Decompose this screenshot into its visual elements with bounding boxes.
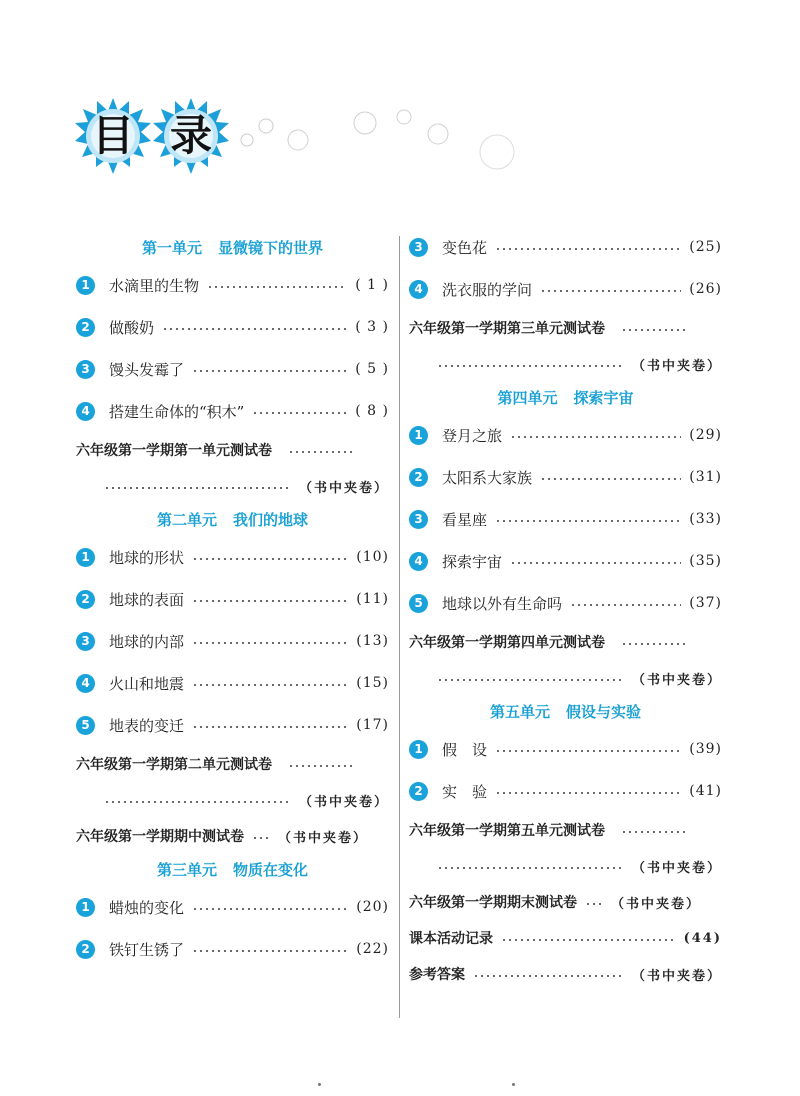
number-bullet-icon: 2 <box>409 468 428 487</box>
number-bullet-icon: 3 <box>409 510 428 529</box>
toc-entry-u2-3[interactable]: 3 地球的内部 (13) <box>76 620 389 662</box>
toc-answers[interactable]: 参考答案 （书中夹卷） <box>409 967 722 984</box>
toc-right-column <box>409 226 722 992</box>
number-bullet-icon: 5 <box>76 716 95 735</box>
toc-entry-u4-4[interactable]: 4 探索宇宙 (35) <box>409 540 722 582</box>
unit-3-heading: 第三单元 物质在变化 <box>156 861 309 879</box>
title-area <box>0 0 800 200</box>
number-bullet-icon: 3 <box>76 632 95 651</box>
toc-test-u3[interactable]: 六年级第一学期第三单元测试卷 <box>409 310 722 346</box>
toc-entry-u5-2[interactable]: 2 实 验 (41) <box>409 770 722 812</box>
number-bullet-icon: 3 <box>409 238 428 257</box>
toc-test-u1[interactable]: 六年级第一学期第一单元测试卷 <box>76 432 389 468</box>
toc-entry-u1-3[interactable]: 3 馒头发霉了 ( 5 ) <box>76 348 389 390</box>
toc-entry-u1-1[interactable]: 1 水滴里的生物 ( 1 ) <box>76 264 389 306</box>
toc-test-u5[interactable]: 六年级第一学期第五单元测试卷 <box>409 812 722 848</box>
toc-entry-u2-1[interactable]: 1 地球的形状 (10) <box>76 536 389 578</box>
unit-4-heading: 第四单元 探索宇宙 <box>497 389 634 407</box>
toc-entry-u2-5[interactable]: 5 地表的变迁 (17) <box>76 704 389 746</box>
number-bullet-icon: 3 <box>76 360 95 379</box>
toc-test-u5-page: （书中夹卷） <box>409 848 722 884</box>
number-bullet-icon: 4 <box>76 674 95 693</box>
number-bullet-icon: 4 <box>409 552 428 571</box>
toc-test-u4[interactable]: 六年级第一学期第四单元测试卷 <box>409 624 722 660</box>
toc-entry-u1-4[interactable]: 4 搭建生命体的“积木” ( 8 ) <box>76 390 389 432</box>
column-divider <box>399 236 400 1018</box>
toc-entry-u2-2[interactable]: 2 地球的表面 (11) <box>76 578 389 620</box>
number-bullet-icon: 2 <box>409 782 428 801</box>
toc-midterm-test[interactable]: 六年级第一学期期中测试卷 （书中夹卷） <box>76 829 369 846</box>
toc-entry-u3-4[interactable]: 4 洗衣服的学问 (26) <box>409 268 722 310</box>
number-bullet-icon: 2 <box>76 940 95 959</box>
toc-entry-u4-5[interactable]: 5 地球以外有生命吗 (37) <box>409 582 722 624</box>
toc-final-test[interactable]: 六年级第一学期期末测试卷 （书中夹卷） <box>409 895 702 912</box>
title-char-2: 录 <box>169 111 212 160</box>
toc-test-u2-page: （书中夹卷） <box>76 782 389 818</box>
toc-activity-record[interactable]: 课本活动记录 (44) <box>409 930 722 947</box>
toc-left-column <box>76 232 389 970</box>
number-bullet-icon: 5 <box>409 594 428 613</box>
number-bullet-icon: 4 <box>409 280 428 299</box>
number-bullet-icon: 2 <box>76 318 95 337</box>
footer-mark <box>318 1083 321 1086</box>
toc-entry-u2-4[interactable]: 4 火山和地震 (15) <box>76 662 389 704</box>
decorative-bubbles <box>0 0 800 200</box>
toc-entry-u4-2[interactable]: 2 太阳系大家族 (31) <box>409 456 722 498</box>
toc-entry-u5-1[interactable]: 1 假 设 (39) <box>409 728 722 770</box>
toc-test-u3-page: （书中夹卷） <box>409 346 722 382</box>
toc-entry-u4-3[interactable]: 3 看星座 (33) <box>409 498 722 540</box>
toc-entry-u1-2[interactable]: 2 做酸奶 ( 3 ) <box>76 306 389 348</box>
unit-5-heading: 第五单元 假设与实验 <box>489 703 642 721</box>
toc-test-u2[interactable]: 六年级第一学期第二单元测试卷 <box>76 746 389 782</box>
unit-1-heading: 第一单元 显微镜下的世界 <box>141 239 324 257</box>
toc-test-u4-page: （书中夹卷） <box>409 660 722 696</box>
number-bullet-icon: 1 <box>76 898 95 917</box>
number-bullet-icon: 1 <box>409 740 428 759</box>
number-bullet-icon: 4 <box>76 402 95 421</box>
number-bullet-icon: 1 <box>409 426 428 445</box>
toc-entry-u3-1[interactable]: 1 蜡烛的变化 (20) <box>76 886 389 928</box>
number-bullet-icon: 2 <box>76 590 95 609</box>
footer-mark <box>512 1083 515 1086</box>
number-bullet-icon: 1 <box>76 548 95 567</box>
toc-test-u1-page: （书中夹卷） <box>76 468 389 504</box>
toc-entry-u3-2[interactable]: 2 铁钉生锈了 (22) <box>76 928 389 970</box>
unit-2-heading: 第二单元 我们的地球 <box>156 511 309 529</box>
toc-entry-u3-3[interactable]: 3 变色花 (25) <box>409 226 722 268</box>
number-bullet-icon: 1 <box>76 276 95 295</box>
title-char-1: 目 <box>91 111 134 160</box>
toc-entry-u4-1[interactable]: 1 登月之旅 (29) <box>409 414 722 456</box>
